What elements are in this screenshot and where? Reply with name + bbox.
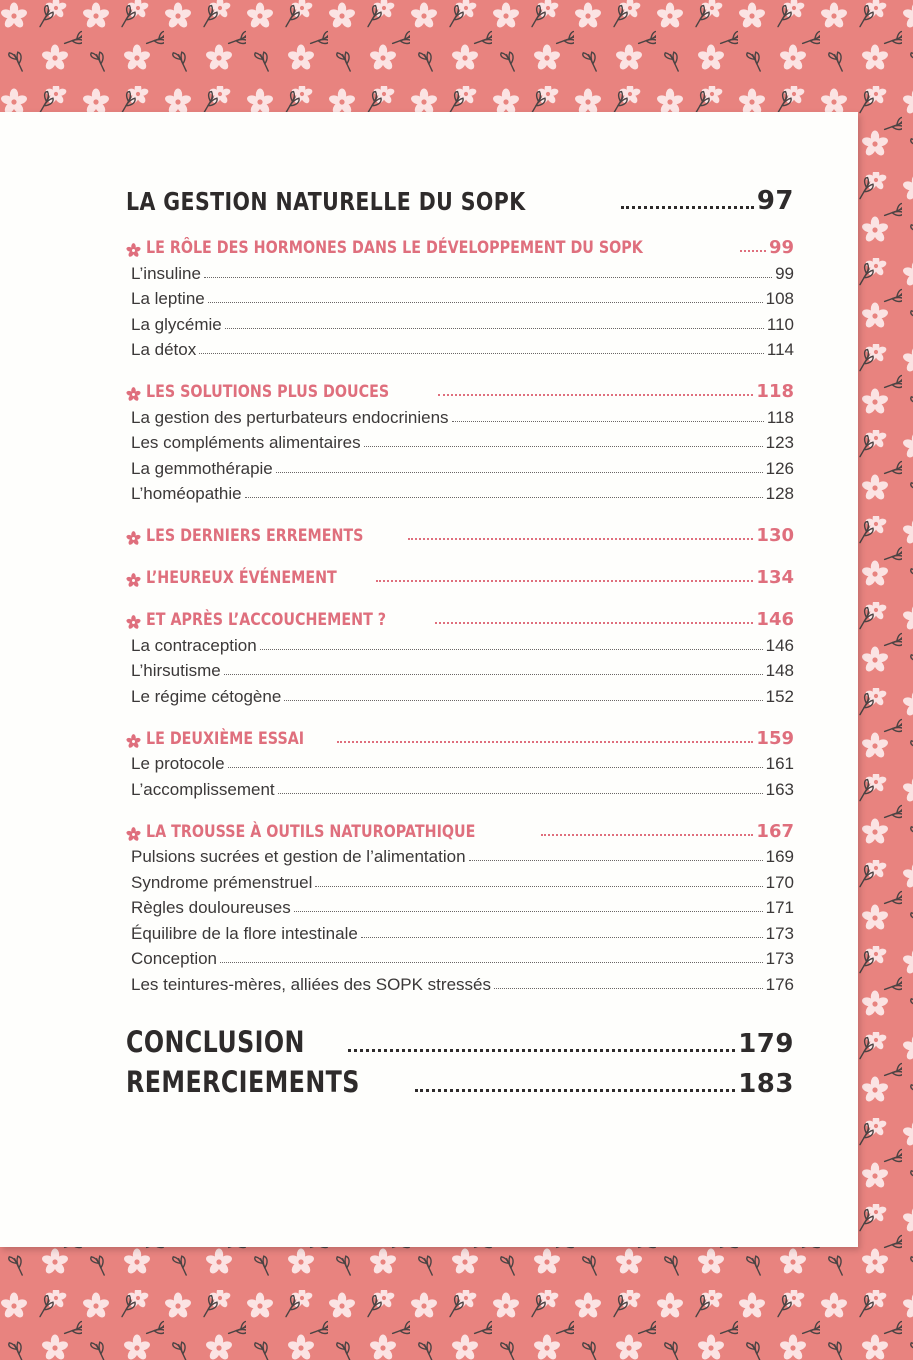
toc-entry-row — [126, 944, 794, 970]
toc-entry-title: L’accomplissement — [131, 779, 275, 799]
toc-entry-row — [126, 479, 794, 505]
toc-entry-row — [126, 893, 794, 919]
flower-icon — [126, 531, 141, 546]
toc-entry-row — [126, 335, 794, 361]
dot-leader — [408, 538, 754, 540]
toc-entry-row — [126, 284, 794, 310]
dot-leader — [224, 674, 763, 675]
toc-entry-page: 176 — [765, 974, 794, 994]
toc-entry-row — [126, 918, 794, 944]
toc-section-row — [126, 602, 794, 630]
toc-sections — [126, 230, 794, 995]
toc-entry-title: Le régime cétogène — [131, 686, 282, 706]
toc-section-page: 167 — [756, 820, 794, 842]
dot-leader — [276, 472, 763, 473]
toc-entry-page: 152 — [765, 686, 794, 706]
dot-leader — [438, 394, 753, 396]
toc-entry-row — [126, 402, 794, 428]
toc-section-page: 134 — [756, 567, 794, 588]
toc-entry-row — [126, 867, 794, 893]
toc-entry-title: La glycémie — [131, 314, 222, 334]
toc-entry-title: L’homéopathie — [131, 484, 242, 503]
toc-entry-title: Syndrome prémenstruel — [131, 872, 313, 892]
toc-section-title: LA TROUSSE À OUTILS NATUROPATHIQUE — [146, 821, 476, 842]
toc-part-row — [126, 180, 794, 216]
toc-entry-page: 118 — [766, 407, 794, 427]
dot-leader — [260, 649, 763, 650]
toc-entry-page: 161 — [765, 754, 794, 773]
toc-section-title: LES SOLUTIONS PLUS DOUCES — [146, 382, 390, 402]
toc-section-title: LE DEUXIÈME ESSAI — [146, 728, 305, 749]
dot-leader — [337, 741, 753, 743]
toc-entry-page: 173 — [765, 949, 794, 968]
toc-entry-page: 148 — [765, 661, 794, 680]
toc-remerciements-page: 183 — [738, 1068, 794, 1099]
toc-entry-row — [126, 842, 794, 868]
toc-section-row — [126, 560, 794, 588]
dot-leader — [294, 911, 763, 912]
toc-entry-page: 99 — [775, 263, 794, 283]
toc-conclusion-title: CONCLUSION — [126, 1024, 305, 1059]
dot-leader — [284, 700, 762, 701]
dot-leader — [348, 1049, 735, 1052]
dot-leader — [199, 353, 764, 354]
toc-entry-row — [126, 630, 794, 656]
toc-section-page: 146 — [756, 609, 794, 630]
toc-entry-page: 169 — [765, 847, 794, 866]
dot-leader — [208, 302, 763, 303]
toc-entry-page: 163 — [765, 779, 794, 799]
toc-entry-title: Le protocole — [131, 754, 225, 773]
toc-section-title: LES DERNIERS ERREMENTS — [146, 526, 364, 546]
dot-leader — [220, 962, 763, 963]
toc-entry-page: 171 — [765, 898, 794, 917]
toc-entry-title: La détox — [131, 340, 197, 359]
toc-entry-row — [126, 309, 794, 335]
toc-entry-page: 126 — [765, 458, 794, 478]
flower-icon — [126, 615, 141, 630]
dot-leader — [364, 446, 763, 447]
toc-entry-row — [126, 258, 794, 284]
toc-entry-page: 170 — [765, 872, 794, 892]
toc-section-row — [126, 721, 794, 749]
toc-conclusion-row — [126, 1019, 794, 1059]
flower-icon — [126, 734, 141, 749]
toc-entry-title: Équilibre de la flore intestinale — [131, 923, 358, 943]
toc-entry-title: La contraception — [131, 635, 257, 655]
toc-section-row — [126, 374, 794, 402]
toc-entry-title: La gestion des perturbateurs endocriniens — [131, 407, 449, 427]
toc-section-page: 118 — [756, 381, 794, 402]
toc-remerciements-title: REMERCIEMENTS — [126, 1064, 360, 1099]
toc-entry-title: L’insuline — [131, 263, 201, 283]
dot-leader — [204, 277, 772, 278]
toc-entry-title: La leptine — [131, 289, 205, 308]
dot-leader — [245, 497, 763, 498]
dot-leader — [225, 328, 764, 329]
dot-leader — [228, 767, 763, 768]
toc-entry-title: Règles douloureuses — [131, 898, 291, 917]
toc-entry-row — [126, 749, 794, 775]
toc-section-title: LE RÔLE DES HORMONES DANS LE DÉVELOPPEMENT DU SOPK — [146, 238, 643, 258]
dot-leader — [494, 988, 763, 989]
toc-entry-title: Les compléments alimentaires — [131, 433, 361, 452]
toc-section-row — [126, 230, 794, 258]
toc-section-row — [126, 814, 794, 842]
toc-section-page: 99 — [768, 237, 794, 258]
toc-remerciements-row — [126, 1059, 794, 1099]
dot-leader — [415, 1089, 735, 1092]
toc-entry-title: Conception — [131, 949, 218, 968]
toc-part-title: LA GESTION NATURELLE DU SOPK — [126, 187, 526, 216]
toc-section-page: 159 — [756, 727, 794, 749]
toc-entry-page: 114 — [766, 340, 794, 359]
dot-leader — [376, 580, 753, 582]
toc-entry-page: 173 — [765, 923, 794, 943]
toc-entry-row — [126, 774, 794, 800]
dot-leader — [315, 886, 762, 887]
toc-entry-title: La gemmothérapie — [131, 458, 273, 478]
table-of-contents — [126, 180, 794, 1099]
dot-leader — [435, 622, 754, 624]
toc-entry-row — [126, 656, 794, 682]
toc-part-page: 97 — [756, 186, 794, 216]
toc-section-title: L’HEUREUX ÉVÉNEMENT — [146, 568, 337, 588]
toc-entry-row — [126, 681, 794, 707]
flower-icon — [126, 387, 141, 402]
dot-leader — [361, 937, 763, 938]
toc-entry-row — [126, 969, 794, 995]
toc-entry-row — [126, 428, 794, 454]
toc-entry-page: 146 — [765, 635, 794, 655]
dot-leader — [278, 793, 763, 794]
dot-leader — [452, 421, 764, 422]
dot-leader — [469, 860, 763, 861]
flower-icon — [126, 243, 141, 258]
toc-section-page: 130 — [756, 525, 794, 546]
toc-entry-title: Pulsions sucrées et gestion de l’alimentation — [131, 847, 466, 866]
toc-entry-title: Les teintures-mères, alliées des SOPK stressés — [131, 974, 491, 994]
toc-section-row — [126, 518, 794, 546]
toc-entry-page: 108 — [765, 289, 794, 308]
toc-entry-page: 110 — [766, 314, 794, 334]
toc-section-title: ET APRÈS L’ACCOUCHEMENT ? — [146, 610, 387, 630]
dot-leader — [541, 834, 753, 836]
toc-entry-row — [126, 453, 794, 479]
toc-entry-title: L’hirsutisme — [131, 661, 221, 680]
dot-leader — [740, 250, 765, 252]
flower-icon — [126, 573, 141, 588]
flower-icon — [126, 827, 141, 842]
dot-leader — [621, 206, 754, 209]
toc-conclusion-page: 179 — [738, 1028, 794, 1059]
toc-entry-page: 123 — [765, 433, 794, 452]
toc-entry-page: 128 — [765, 484, 794, 503]
